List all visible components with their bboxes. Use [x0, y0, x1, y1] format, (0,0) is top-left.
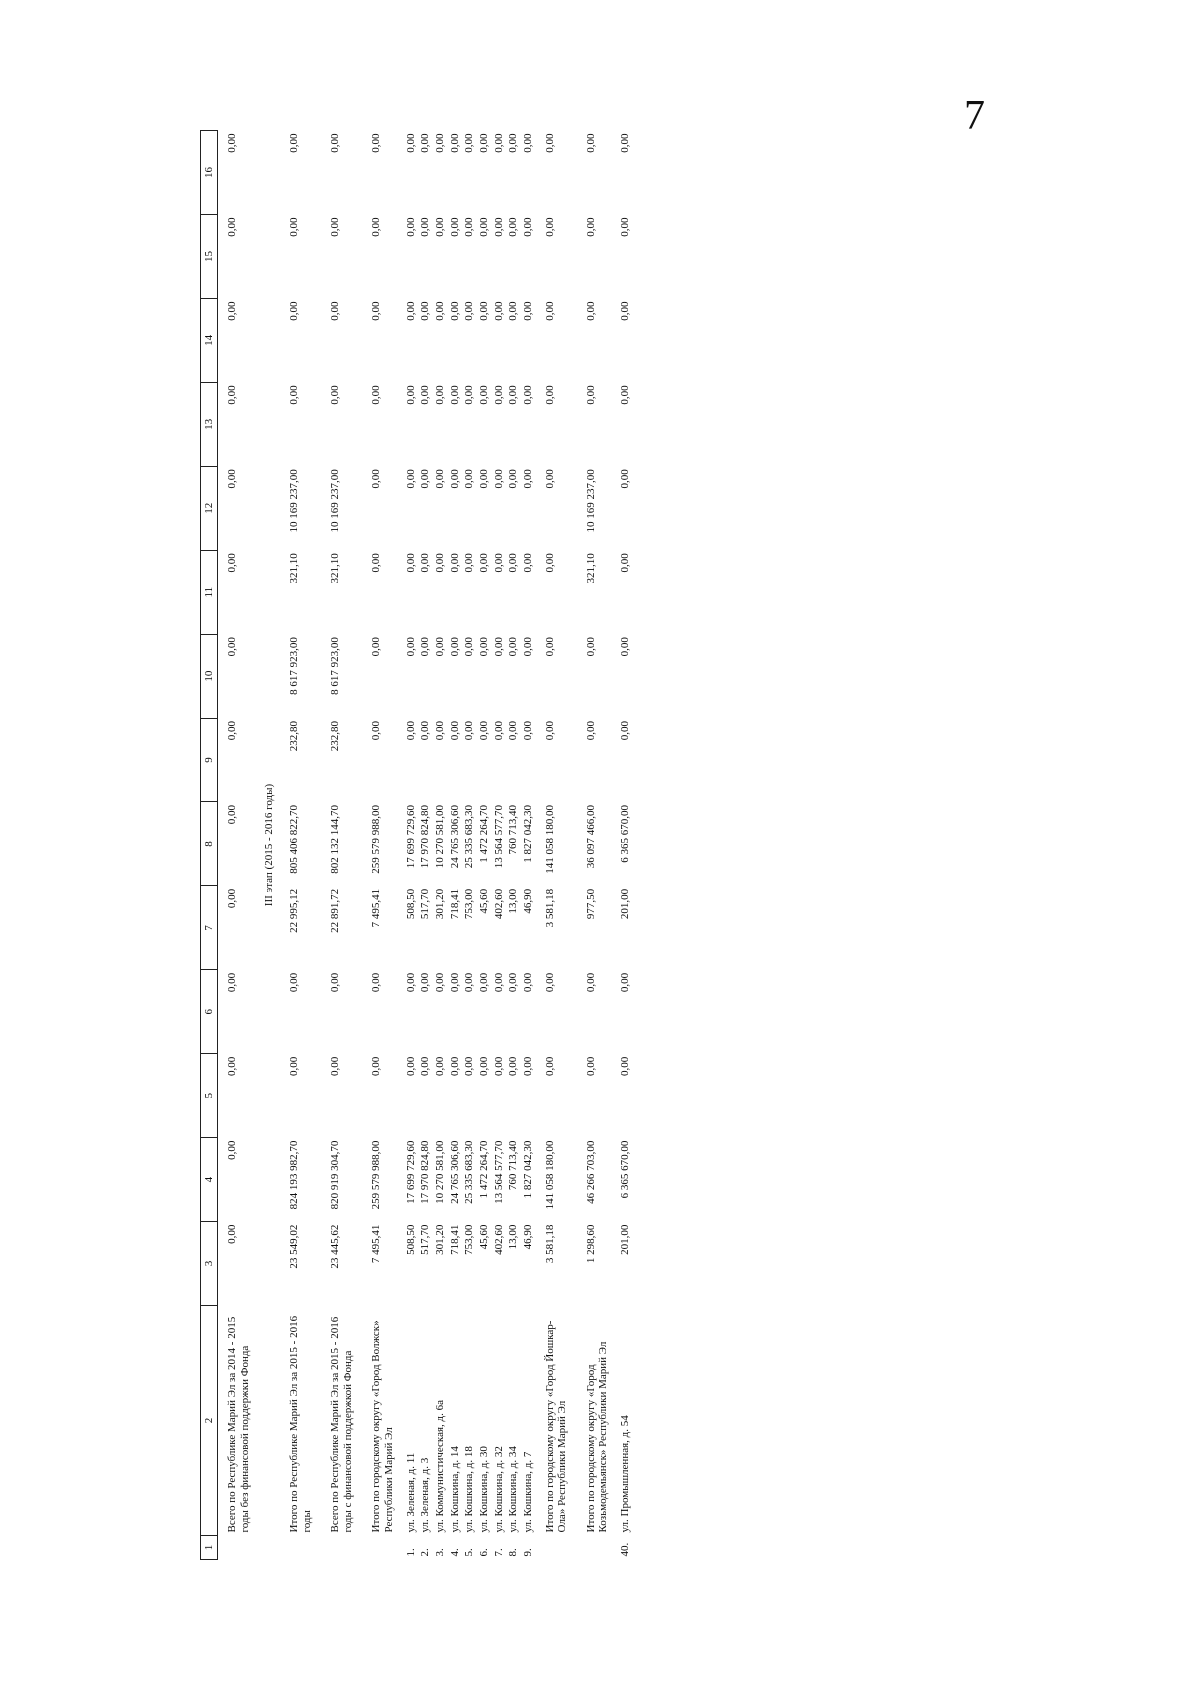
cell-col-3: 45,60 — [477, 1224, 490, 1250]
cell-col-14: 0,00 — [419, 301, 432, 321]
cell-col-11: 0,00 — [226, 553, 238, 573]
cell-col-3: 1 298,60 — [584, 1224, 597, 1264]
row-label: ул. Коммунистическая, д. 6а — [434, 1399, 447, 1533]
cell-col-12: 0,00 — [226, 469, 238, 489]
cell-col-13: 0,00 — [477, 385, 490, 405]
table-row — [492, 131, 507, 1560]
cell-col-7: 402,60 — [492, 888, 505, 920]
row-label: ул. Кошкина, д. 30 — [477, 1446, 490, 1533]
cell-col-12: 10 169 237,00 — [329, 469, 342, 533]
cell-col-6: 0,00 — [419, 972, 432, 993]
row-label: ул. Кошкина, д. 18 — [463, 1446, 476, 1533]
rotated-table-sheet — [200, 130, 1020, 1560]
cell-col-3: 23 549,02 — [287, 1224, 300, 1269]
cell-col-3: 3 581,18 — [543, 1224, 556, 1264]
cell-col-13: 0,00 — [287, 385, 300, 405]
cell-col-8: 1 827 042,30 — [521, 804, 534, 863]
cell-col-4: 17 699 729,60 — [404, 1140, 417, 1204]
cell-col-12: 0,00 — [370, 469, 383, 489]
cell-col-15: 0,00 — [543, 217, 556, 237]
column-number-4: 4 — [201, 1138, 218, 1222]
cell-col-14: 0,00 — [507, 301, 520, 321]
column-number-row — [201, 131, 218, 1560]
cell-col-9: 0,00 — [477, 721, 490, 741]
cell-col-16: 0,00 — [507, 133, 520, 153]
row-label: ул. Кошкина, д. 32 — [492, 1446, 505, 1533]
cell-col-7: 0,00 — [226, 888, 238, 909]
cell-col-15: 0,00 — [463, 217, 476, 237]
cell-col-14: 0,00 — [584, 301, 597, 321]
cell-col-11: 321,10 — [584, 553, 597, 584]
cell-col-11: 0,00 — [448, 553, 461, 573]
cell-col-11: 0,00 — [434, 553, 447, 573]
cell-col-7: 22 891,72 — [329, 888, 342, 933]
cell-col-8: 17 970 824,80 — [419, 804, 432, 869]
summary-row — [577, 131, 618, 1560]
row-label: ул. Промышленная, д. 54 — [619, 1415, 632, 1533]
cell-col-16: 0,00 — [477, 133, 490, 153]
cell-col-9: 0,00 — [404, 721, 417, 741]
cell-col-16: 0,00 — [329, 133, 342, 153]
cell-col-8: 259 579 988,00 — [370, 804, 383, 874]
cell-col-4: 46 266 703,00 — [584, 1140, 597, 1204]
summary-row — [536, 131, 577, 1560]
row-number — [280, 1536, 321, 1560]
row-number: 3. — [434, 1548, 447, 1557]
cell-col-13: 0,00 — [619, 385, 632, 405]
summary-row — [218, 131, 260, 1560]
row-label: ул. Кошкина, д. 34 — [507, 1446, 520, 1533]
cell-col-11: 0,00 — [419, 553, 432, 573]
cell-col-12: 0,00 — [419, 469, 432, 489]
cell-col-9: 0,00 — [370, 721, 383, 741]
table-body — [218, 131, 633, 1560]
cell-col-5: 0,00 — [370, 1056, 383, 1076]
cell-col-14: 0,00 — [463, 301, 476, 321]
cell-col-4: 259 579 988,00 — [370, 1140, 383, 1210]
cell-col-7: 7 495,41 — [370, 888, 383, 928]
cell-col-9: 0,00 — [507, 721, 520, 741]
cell-col-4: 760 713,40 — [507, 1140, 520, 1191]
column-number-2: 2 — [201, 1306, 218, 1536]
column-number-15: 15 — [201, 215, 218, 299]
column-number-14: 14 — [201, 298, 218, 382]
cell-col-7: 508,50 — [404, 888, 417, 920]
row-number — [321, 1536, 362, 1560]
cell-col-15: 0,00 — [477, 217, 490, 237]
cell-col-11: 0,00 — [492, 553, 505, 573]
cell-col-5: 0,00 — [477, 1056, 490, 1076]
cell-col-4: 25 335 683,30 — [463, 1140, 476, 1204]
cell-col-15: 0,00 — [404, 217, 417, 237]
cell-col-9: 232,80 — [329, 721, 342, 752]
cell-col-7: 977,50 — [584, 888, 597, 920]
cell-col-14: 0,00 — [543, 301, 556, 321]
cell-col-12: 0,00 — [404, 469, 417, 489]
cell-col-11: 0,00 — [477, 553, 490, 573]
cell-col-7: 22 995,12 — [287, 888, 300, 933]
cell-col-12: 0,00 — [477, 469, 490, 489]
cell-col-5: 0,00 — [507, 1056, 520, 1076]
cell-col-11: 0,00 — [370, 553, 383, 573]
cell-col-6: 0,00 — [521, 972, 534, 993]
cell-col-13: 0,00 — [329, 385, 342, 405]
cell-col-15: 0,00 — [419, 217, 432, 237]
cell-col-11: 0,00 — [463, 553, 476, 573]
cell-col-10: 0,00 — [370, 637, 383, 657]
row-number: 8. — [507, 1548, 520, 1557]
cell-col-7: 753,00 — [463, 888, 476, 920]
cell-col-16: 0,00 — [226, 133, 238, 153]
cell-col-15: 0,00 — [448, 217, 461, 237]
cell-col-6: 0,00 — [404, 972, 417, 993]
cell-col-6: 0,00 — [287, 972, 300, 993]
cell-col-13: 0,00 — [492, 385, 505, 405]
cell-col-5: 0,00 — [543, 1056, 556, 1076]
cell-col-6: 0,00 — [329, 972, 342, 993]
cell-col-12: 0,00 — [543, 469, 556, 489]
cell-col-16: 0,00 — [619, 133, 632, 153]
column-number-3: 3 — [201, 1222, 218, 1306]
cell-col-3: 46,90 — [521, 1224, 534, 1250]
cell-col-8: 25 335 683,30 — [463, 804, 476, 869]
cell-col-5: 0,00 — [329, 1056, 342, 1076]
cell-col-6: 0,00 — [492, 972, 505, 993]
cell-col-13: 0,00 — [584, 385, 597, 405]
cell-col-10: 8 617 923,00 — [329, 637, 342, 695]
row-number: 7. — [492, 1548, 505, 1557]
cell-col-7: 718,41 — [448, 888, 461, 920]
cell-col-15: 0,00 — [619, 217, 632, 237]
cell-col-14: 0,00 — [287, 301, 300, 321]
column-number-11: 11 — [201, 550, 218, 634]
row-label: Итого по городскому округу «Город Козьмодемьянск» Республики Марий Эл — [584, 1341, 610, 1533]
cell-col-6: 0,00 — [370, 972, 383, 993]
cell-col-13: 0,00 — [521, 385, 534, 405]
table-row — [448, 131, 463, 1560]
cell-col-9: 0,00 — [434, 721, 447, 741]
cell-col-11: 0,00 — [521, 553, 534, 573]
cell-col-8: 802 132 144,70 — [329, 804, 342, 874]
summary-row — [362, 131, 403, 1560]
cell-col-6: 0,00 — [226, 972, 238, 993]
cell-col-13: 0,00 — [507, 385, 520, 405]
cell-col-8: 141 058 180,00 — [543, 804, 556, 874]
row-number: 2. — [419, 1548, 432, 1557]
cell-col-12: 0,00 — [492, 469, 505, 489]
row-label: Всего по Республике Марий Эл за 2014 - 2015 годы без финансовой поддержки Фонда — [226, 1316, 251, 1533]
table-row — [506, 131, 521, 1560]
cell-col-8: 1 472 264,70 — [477, 804, 490, 863]
table-row — [462, 131, 477, 1560]
cell-col-3: 402,60 — [492, 1224, 505, 1255]
cell-col-6: 0,00 — [543, 972, 556, 993]
row-number — [577, 1536, 618, 1560]
cell-col-14: 0,00 — [226, 301, 238, 321]
cell-col-11: 0,00 — [507, 553, 520, 573]
cell-col-3: 508,50 — [404, 1224, 417, 1255]
column-number-13: 13 — [201, 382, 218, 466]
cell-col-16: 0,00 — [492, 133, 505, 153]
cell-col-4: 13 564 577,70 — [492, 1140, 505, 1204]
cell-col-5: 0,00 — [448, 1056, 461, 1076]
cell-col-4: 0,00 — [226, 1140, 238, 1160]
cell-col-3: 753,00 — [463, 1224, 476, 1255]
cell-col-8: 24 765 306,60 — [448, 804, 461, 869]
cell-col-14: 0,00 — [448, 301, 461, 321]
row-number: 6. — [477, 1548, 490, 1557]
column-number-6: 6 — [201, 970, 218, 1054]
cell-col-10: 0,00 — [434, 637, 447, 657]
cell-col-9: 0,00 — [463, 721, 476, 741]
cell-col-15: 0,00 — [370, 217, 383, 237]
cell-col-5: 0,00 — [619, 1056, 632, 1076]
cell-col-6: 0,00 — [584, 972, 597, 993]
cell-col-5: 0,00 — [463, 1056, 476, 1076]
cell-col-10: 0,00 — [543, 637, 556, 657]
page-number: 7 — [964, 93, 985, 139]
cell-col-8: 13 564 577,70 — [492, 804, 505, 869]
cell-col-14: 0,00 — [404, 301, 417, 321]
row-label: Всего по Республике Марий Эл за 2015 - 2016 годы с финансовой поддержкой Фонда — [329, 1316, 354, 1533]
cell-col-4: 10 270 581,00 — [434, 1140, 447, 1204]
cell-col-4: 6 365 670,00 — [619, 1140, 632, 1199]
row-number: 4. — [448, 1548, 461, 1557]
row-label: Итого по городскому округу «Город Йошкар-Ола» Республики Марий Эл — [543, 1320, 569, 1533]
cell-col-7: 517,70 — [419, 888, 432, 920]
cell-col-9: 232,80 — [287, 721, 300, 752]
cell-col-6: 0,00 — [507, 972, 520, 993]
column-number-8: 8 — [201, 802, 218, 886]
column-number-5: 5 — [201, 1054, 218, 1138]
cell-col-12: 0,00 — [507, 469, 520, 489]
cell-col-12: 0,00 — [463, 469, 476, 489]
cell-col-14: 0,00 — [619, 301, 632, 321]
row-label: ул. Зеленая, д. 11 — [404, 1452, 417, 1533]
cell-col-7: 46,90 — [521, 888, 534, 914]
cell-col-9: 0,00 — [584, 721, 597, 741]
cell-col-4: 1 827 042,30 — [521, 1140, 534, 1199]
cell-col-10: 0,00 — [584, 637, 597, 657]
cell-col-13: 0,00 — [543, 385, 556, 405]
cell-col-10: 0,00 — [404, 637, 417, 657]
cell-col-5: 0,00 — [419, 1056, 432, 1076]
cell-col-8: 10 270 581,00 — [434, 804, 447, 869]
cell-col-13: 0,00 — [419, 385, 432, 405]
cell-col-12: 0,00 — [521, 469, 534, 489]
cell-col-3: 13,00 — [507, 1224, 520, 1250]
cell-col-5: 0,00 — [584, 1056, 597, 1076]
cell-col-6: 0,00 — [619, 972, 632, 993]
cell-col-13: 0,00 — [370, 385, 383, 405]
cell-col-9: 0,00 — [521, 721, 534, 741]
table-row — [433, 131, 448, 1560]
cell-col-3: 517,70 — [419, 1224, 432, 1255]
cell-col-15: 0,00 — [226, 217, 238, 237]
cell-col-6: 0,00 — [463, 972, 476, 993]
cell-col-16: 0,00 — [584, 133, 597, 153]
row-number — [362, 1536, 403, 1560]
cell-col-4: 1 472 264,70 — [477, 1140, 490, 1199]
cell-col-15: 0,00 — [507, 217, 520, 237]
row-number — [218, 1536, 260, 1560]
cell-col-15: 0,00 — [492, 217, 505, 237]
column-number-1: 1 — [201, 1536, 218, 1560]
cell-col-5: 0,00 — [226, 1056, 238, 1076]
cell-col-5: 0,00 — [521, 1056, 534, 1076]
cell-col-16: 0,00 — [370, 133, 383, 153]
cell-col-14: 0,00 — [521, 301, 534, 321]
cell-col-6: 0,00 — [448, 972, 461, 993]
row-number: 5. — [463, 1548, 476, 1557]
cell-col-9: 0,00 — [619, 721, 632, 741]
cell-col-13: 0,00 — [434, 385, 447, 405]
summary-row — [321, 131, 362, 1560]
column-number-16: 16 — [201, 131, 218, 215]
cell-col-16: 0,00 — [287, 133, 300, 153]
cell-col-16: 0,00 — [521, 133, 534, 153]
table-row — [418, 131, 433, 1560]
cell-col-7: 45,60 — [477, 888, 490, 914]
cell-col-4: 17 970 824,80 — [419, 1140, 432, 1204]
row-label: Итого по Республике Марий Эл за 2015 - 2016 годы — [287, 1315, 313, 1533]
cell-col-12: 0,00 — [434, 469, 447, 489]
cell-col-10: 0,00 — [507, 637, 520, 657]
cell-col-14: 0,00 — [370, 301, 383, 321]
cell-col-11: 0,00 — [619, 553, 632, 573]
cell-col-12: 10 169 237,00 — [584, 469, 597, 533]
cell-col-9: 0,00 — [419, 721, 432, 741]
cell-col-11: 321,10 — [329, 553, 342, 584]
cell-col-8: 0,00 — [226, 804, 238, 825]
cell-col-5: 0,00 — [434, 1056, 447, 1076]
cell-col-5: 0,00 — [287, 1056, 300, 1076]
cell-col-3: 718,41 — [448, 1224, 461, 1255]
column-number-10: 10 — [201, 634, 218, 718]
cell-col-8: 36 097 466,00 — [584, 804, 597, 869]
summary-row — [280, 131, 321, 1560]
cell-col-13: 0,00 — [404, 385, 417, 405]
cell-col-9: 0,00 — [448, 721, 461, 741]
cell-col-12: 0,00 — [619, 469, 632, 489]
cell-col-16: 0,00 — [434, 133, 447, 153]
table-row — [404, 131, 419, 1560]
cell-col-3: 201,00 — [619, 1224, 632, 1255]
row-number — [536, 1536, 577, 1560]
cell-col-16: 0,00 — [463, 133, 476, 153]
row-label: Итого по городскому округу «Город Волжск» Республики Марий Эл — [370, 1320, 396, 1533]
row-number: 9. — [521, 1548, 534, 1557]
row-number: 1. — [404, 1548, 417, 1557]
row-label: ул. Зеленая, д. 3 — [419, 1457, 432, 1533]
cell-col-10: 0,00 — [477, 637, 490, 657]
cell-col-4: 820 919 304,70 — [329, 1140, 342, 1210]
cell-col-13: 0,00 — [448, 385, 461, 405]
cell-col-6: 0,00 — [434, 972, 447, 993]
cell-col-10: 0,00 — [463, 637, 476, 657]
cell-col-12: 10 169 237,00 — [287, 469, 300, 533]
cell-col-10: 0,00 — [492, 637, 505, 657]
housing-program-table — [200, 130, 633, 1560]
cell-col-10: 0,00 — [226, 637, 238, 657]
cell-col-6: 0,00 — [477, 972, 490, 993]
row-label: ул. Кошкина, д. 7 — [521, 1451, 534, 1533]
cell-col-16: 0,00 — [404, 133, 417, 153]
column-number-9: 9 — [201, 718, 218, 802]
cell-col-8: 6 365 670,00 — [619, 804, 632, 863]
cell-col-3: 7 495,41 — [370, 1224, 383, 1264]
cell-col-15: 0,00 — [287, 217, 300, 237]
cell-col-16: 0,00 — [419, 133, 432, 153]
cell-col-7: 13,00 — [507, 888, 520, 914]
table-row — [521, 131, 536, 1560]
column-number-12: 12 — [201, 466, 218, 550]
cell-col-15: 0,00 — [329, 217, 342, 237]
stage-heading-row — [259, 131, 280, 1560]
column-number-7: 7 — [201, 886, 218, 970]
cell-col-14: 0,00 — [329, 301, 342, 321]
cell-col-8: 17 699 729,60 — [404, 804, 417, 869]
cell-col-11: 321,10 — [287, 553, 300, 584]
cell-col-13: 0,00 — [463, 385, 476, 405]
cell-col-12: 0,00 — [448, 469, 461, 489]
cell-col-11: 0,00 — [543, 553, 556, 573]
cell-col-15: 0,00 — [434, 217, 447, 237]
cell-col-10: 0,00 — [419, 637, 432, 657]
cell-col-7: 201,00 — [619, 888, 632, 920]
cell-col-13: 0,00 — [226, 385, 238, 405]
cell-col-3: 23 445,62 — [329, 1224, 342, 1269]
cell-col-10: 8 617 923,00 — [287, 637, 300, 695]
cell-col-8: 760 713,40 — [507, 804, 520, 855]
table-row — [618, 131, 633, 1560]
cell-col-9: 0,00 — [492, 721, 505, 741]
cell-col-10: 0,00 — [619, 637, 632, 657]
cell-col-9: 0,00 — [226, 721, 238, 741]
cell-col-16: 0,00 — [448, 133, 461, 153]
cell-col-11: 0,00 — [404, 553, 417, 573]
cell-col-15: 0,00 — [521, 217, 534, 237]
cell-col-4: 24 765 306,60 — [448, 1140, 461, 1204]
row-number: 40. — [619, 1542, 632, 1557]
cell-col-3: 301,20 — [434, 1224, 447, 1255]
row-label: ул. Кошкина, д. 14 — [448, 1446, 461, 1533]
cell-col-15: 0,00 — [584, 217, 597, 237]
cell-col-14: 0,00 — [492, 301, 505, 321]
cell-col-16: 0,00 — [543, 133, 556, 153]
table-row — [477, 131, 492, 1560]
cell-col-14: 0,00 — [477, 301, 490, 321]
cell-col-10: 0,00 — [521, 637, 534, 657]
cell-col-5: 0,00 — [404, 1056, 417, 1076]
cell-col-3: 0,00 — [226, 1224, 238, 1244]
cell-col-7: 301,20 — [434, 888, 447, 920]
cell-col-8: 805 406 822,70 — [287, 804, 300, 874]
cell-col-5: 0,00 — [492, 1056, 505, 1076]
cell-col-9: 0,00 — [543, 721, 556, 741]
cell-col-4: 824 193 982,70 — [287, 1140, 300, 1210]
cell-col-7: 3 581,18 — [543, 888, 556, 928]
cell-col-10: 0,00 — [448, 637, 461, 657]
cell-col-14: 0,00 — [434, 301, 447, 321]
cell-col-4: 141 058 180,00 — [543, 1140, 556, 1210]
stage-heading: III этап (2015 - 2016 годы) — [263, 783, 276, 907]
